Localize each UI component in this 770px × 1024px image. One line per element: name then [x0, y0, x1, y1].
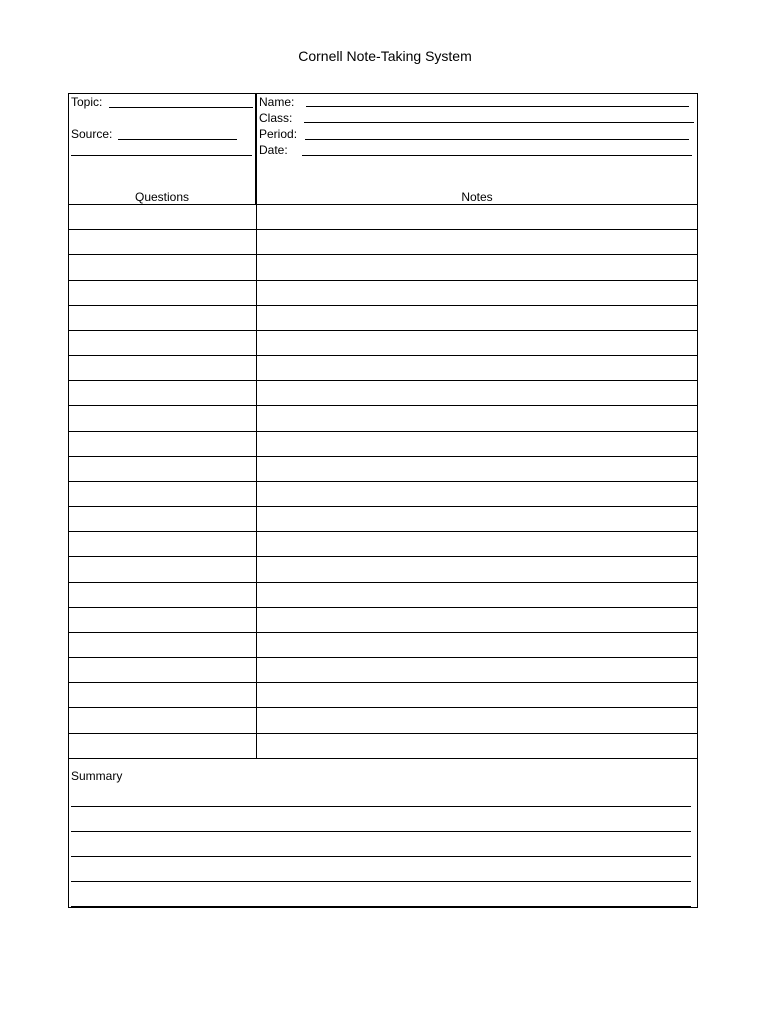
- name-field[interactable]: [306, 106, 689, 107]
- table-row-line: [69, 556, 697, 557]
- class-label: Class:: [259, 111, 293, 125]
- summary-line[interactable]: [71, 806, 691, 807]
- table-row-line: [69, 632, 697, 633]
- header-column-divider: [255, 94, 257, 204]
- table-row-line: [69, 330, 697, 331]
- date-field[interactable]: [302, 155, 692, 156]
- name-label: Name:: [259, 95, 295, 109]
- table-row-line: [69, 280, 697, 281]
- summary-line[interactable]: [71, 856, 691, 857]
- summary-line[interactable]: [71, 881, 691, 882]
- period-label: Period:: [259, 127, 298, 141]
- table-row-line: [69, 355, 697, 356]
- period-field[interactable]: [305, 139, 689, 140]
- cornell-form: [68, 93, 698, 908]
- table-row-line: [69, 607, 697, 608]
- table-row-line: [69, 481, 697, 482]
- table-row-line: [69, 380, 697, 381]
- table-row-line: [69, 733, 697, 734]
- source-field-line-2[interactable]: [71, 155, 252, 156]
- table-row-line: [69, 707, 697, 708]
- topic-label: Topic:: [71, 95, 103, 109]
- class-field[interactable]: [304, 122, 694, 123]
- table-row-line: [69, 582, 697, 583]
- table-row-line: [69, 229, 697, 230]
- notes-heading: Notes: [461, 190, 493, 204]
- summary-line[interactable]: [71, 906, 691, 907]
- table-row-line: [69, 431, 697, 432]
- table-row-line: [69, 531, 697, 532]
- table-row-line: [69, 305, 697, 306]
- source-label: Source:: [71, 127, 113, 141]
- table-row-line: [69, 456, 697, 457]
- table-row-line: [69, 506, 697, 507]
- source-field[interactable]: [118, 139, 237, 140]
- date-label: Date:: [259, 143, 288, 157]
- questions-heading: Questions: [134, 190, 190, 204]
- topic-field[interactable]: [109, 107, 253, 108]
- table-row-line: [69, 657, 697, 658]
- table-row-line: [69, 204, 697, 205]
- table-row-line: [69, 405, 697, 406]
- summary-label: Summary: [71, 769, 123, 783]
- page-title: Cornell Note-Taking System: [298, 48, 472, 64]
- summary-line[interactable]: [71, 831, 691, 832]
- table-row-line: [69, 254, 697, 255]
- table-row-line: [69, 682, 697, 683]
- table-row-line: [69, 758, 697, 759]
